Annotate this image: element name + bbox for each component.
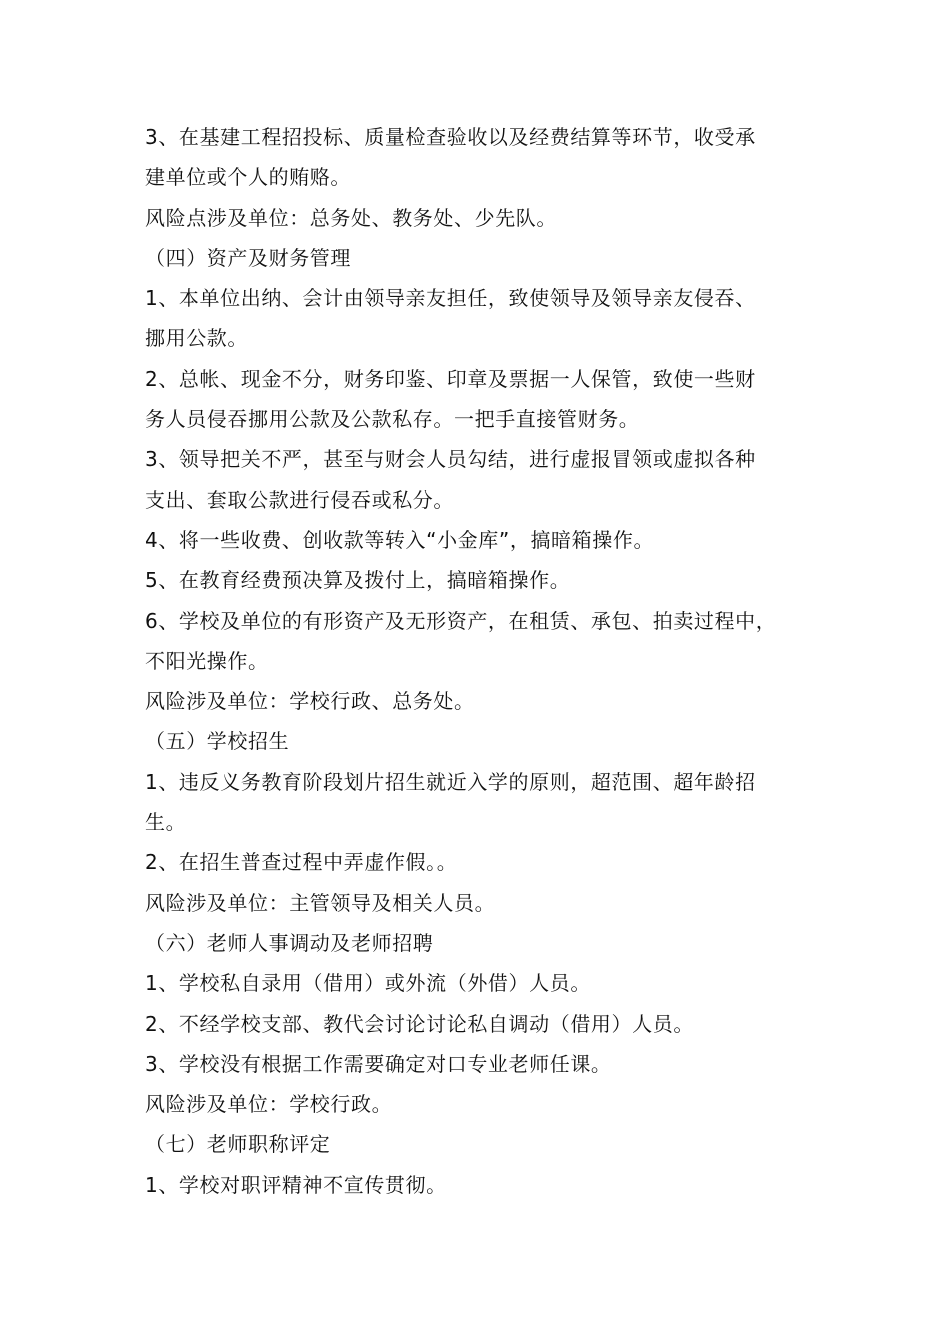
text-line: 风险涉及单位：学校行政、总务处。 (145, 689, 475, 714)
text-line: 3、领导把关不严，甚至与财会人员勾结，进行虚报冒领或虚拟各种 (145, 447, 756, 472)
text-line: 挪用公款。 (145, 326, 248, 351)
text-line: 生。 (145, 810, 187, 835)
text-line: 风险涉及单位：学校行政。 (145, 1092, 393, 1117)
text-line: 风险涉及单位：主管领导及相关人员。 (145, 890, 496, 915)
text-line: 建单位或个人的贿赂。 (145, 165, 351, 190)
text-line: 支出、套取公款进行侵吞或私分。 (145, 487, 454, 512)
text-line: 2、在招生普查过程中弄虚作假。。 (145, 850, 458, 875)
text-line: 风险点涉及单位：总务处、教务处、少先队。 (145, 205, 557, 230)
text-line: 1、学校对职评精神不宣传贯彻。 (145, 1172, 447, 1197)
text-line: 1、违反义务教育阶段划片招生就近入学的原则，超范围、超年龄招 (145, 769, 756, 794)
document-body (145, 117, 825, 1205)
text-line: 5、在教育经费预决算及拨付上，搞暗箱操作。 (145, 568, 571, 593)
text-line: 3、学校没有根据工作需要确定对口专业老师任课。 (145, 1051, 612, 1076)
text-line: 不阳光操作。 (145, 648, 269, 673)
text-line: 1、本单位出纳、会计由领导亲友担任，致使领导及领导亲友侵吞、 (145, 286, 756, 311)
text-line: 4、将一些收费、创收款等转入“小金库”，搞暗箱操作。 (145, 527, 655, 552)
text-line: 3、在基建工程招投标、质量检查验收以及经费结算等环节，收受承 (145, 125, 756, 149)
text-line: 2、不经学校支部、教代会讨论讨论私自调动（借用）人员。 (145, 1011, 694, 1036)
section-heading: （四）资产及财务管理 (145, 245, 351, 270)
section-heading: （七）老师职称评定 (145, 1132, 331, 1157)
text-line: 1、学校私自录用（借用）或外流（外借）人员。 (145, 971, 591, 996)
section-heading: （五）学校招生 (145, 729, 290, 754)
text-line: 务人员侵吞挪用公款及公款私存。一把手直接管财务。 (145, 407, 640, 432)
text-line: 6、学校及单位的有形资产及无形资产，在租赁、承包、拍卖过程中， (145, 608, 777, 633)
text-line: 2、总帐、现金不分，财务印鉴、印章及票据一人保管，致使一些财 (145, 366, 756, 391)
section-heading: （六）老师人事调动及老师招聘 (145, 930, 434, 955)
